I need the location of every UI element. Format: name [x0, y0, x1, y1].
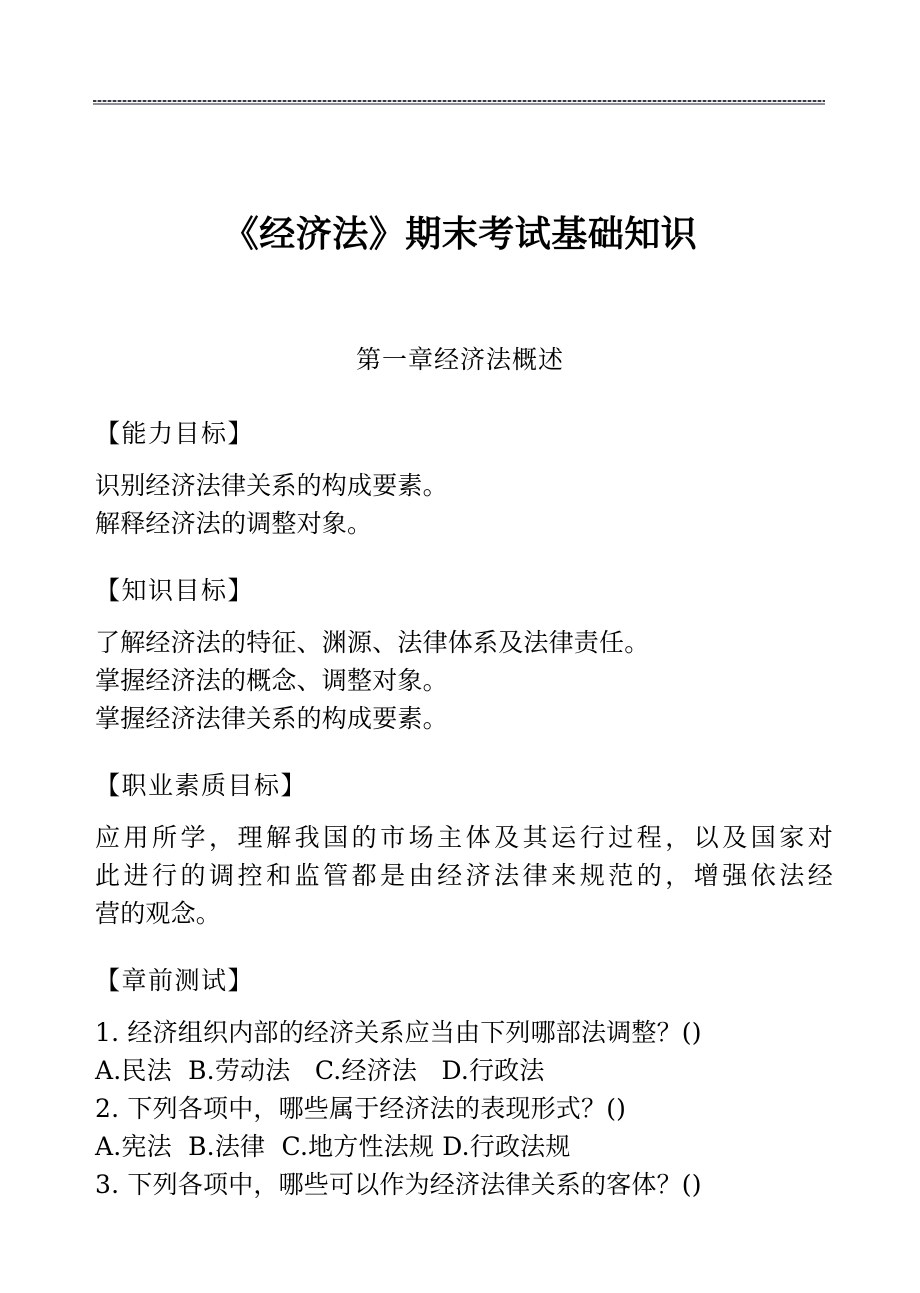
quiz-options: A.民法 B.劳动法 C.经济法 D.行政法 [95, 1056, 545, 1085]
body-line: 解释经济法的调整对象。 [95, 509, 373, 538]
body-line: 营的观念。 [95, 899, 222, 928]
section-professional-quality-objectives [95, 767, 833, 933]
section-heading: 【职业素质目标】 [95, 771, 308, 800]
section-heading: 【章前测试】 [95, 966, 255, 995]
body-line: 掌握经济法的概念、调整对象。 [95, 666, 448, 695]
section-ability-objectives [95, 415, 833, 543]
body-paragraph [95, 819, 833, 933]
body-line: 了解经济法的特征、渊源、法律体系及法律责任。 [95, 628, 650, 657]
page-title: 《经济法》期末考试基础知识 [222, 214, 698, 256]
chapter-subtitle: 第一章经济法概述 [355, 344, 564, 374]
section-divider [95, 751, 833, 767]
body-line: 此进行的调控和监管都是由经济法律来规范的，增强依法经 [95, 861, 833, 890]
header-rule-dash-pattern [93, 100, 825, 102]
section-heading: 【知识目标】 [95, 576, 255, 605]
body-line: 掌握经济法律关系的构成要素。 [95, 704, 448, 733]
section-knowledge-objectives [95, 572, 833, 738]
quiz-options: A.宪法 B.法律 C.地方性法规 D.行政法规 [95, 1132, 571, 1161]
header-rule [93, 100, 825, 106]
quiz-question: 3. 下列各项中，哪些可以作为经济法律关系的客体？() [95, 1170, 702, 1199]
quiz-question: 1. 经济组织内部的经济关系应当由下列哪部法调整？() [95, 1018, 702, 1047]
body-line: 应用所学，理解我国的市场主体及其运行过程，以及国家对 [95, 823, 833, 852]
document-body [95, 415, 833, 1217]
section-divider [95, 556, 833, 572]
header-rule-bottom-line [93, 103, 825, 105]
quiz-question: 2. 下列各项中，哪些属于经济法的表现形式？() [95, 1094, 627, 1123]
section-heading: 【能力目标】 [95, 419, 255, 448]
section-divider [95, 946, 833, 962]
body-line: 识别经济法律关系的构成要素。 [95, 471, 448, 500]
header-rule-top-line [93, 100, 825, 102]
section-pre-chapter-quiz [95, 962, 833, 1204]
